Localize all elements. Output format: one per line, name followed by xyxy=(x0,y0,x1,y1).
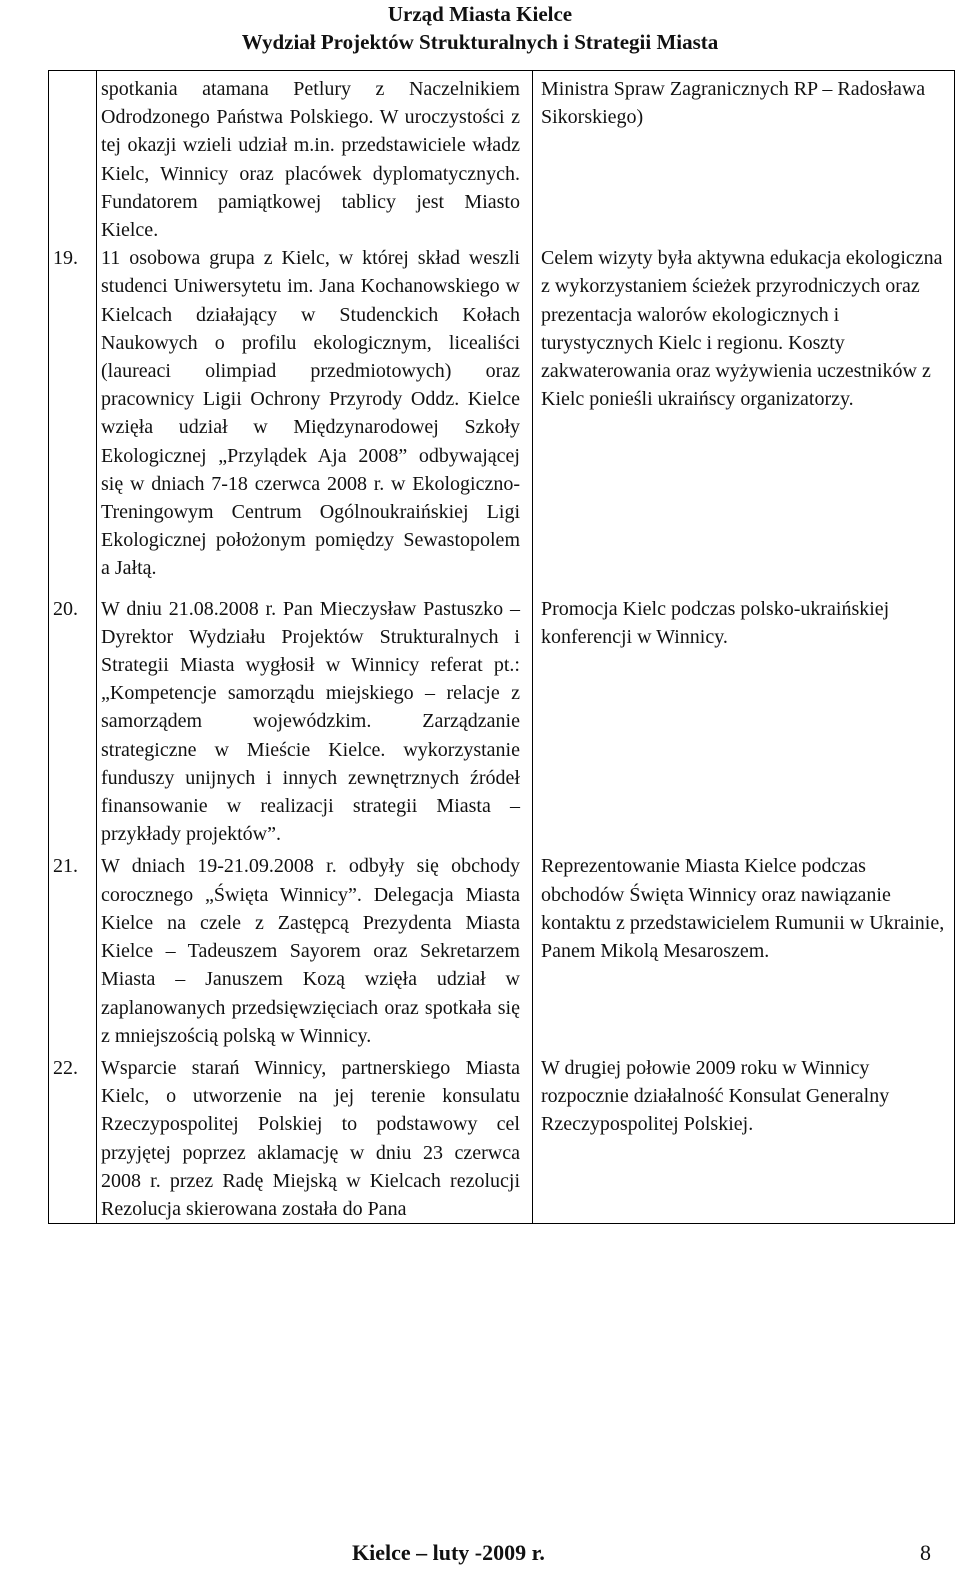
header-office: Urząd Miasta Kielce xyxy=(387,2,573,26)
row-description: W dniach 19-21.09.2008 r. odbyły się obchody corocznego „Święta Winnicy”. Delegacja Miasta Kielce na czele z Zastępcą Prezydenta Miasta Kielce – Tadeuszem Sayorem oraz Sekretarzem Miasta – Januszem Kozą wzięła udział w zaplanowanych przedsięwzięciach oraz spotkała się z mniejszością polską w Winnicy. xyxy=(97,848,533,1049)
row-number xyxy=(49,71,97,245)
row-number: 20. xyxy=(49,595,97,849)
table-row xyxy=(49,595,955,849)
row-result: Celem wizyty była aktywna edukacja ekologiczna z wykorzystaniem ścieżek przyrodniczych oraz prezentacja walorów ekologicznych i turystycznych Kielc i regionu. Koszty zakwaterowania oraz wyżywienia uczestników z Kielc ponieśli ukraińscy organizatorzy. xyxy=(533,244,955,582)
header-department: Wydział Projektów Strukturalnych i Strategii Miasta xyxy=(241,30,719,54)
row-spacer xyxy=(49,583,955,595)
row-number: 21. xyxy=(49,848,97,1049)
row-description: W dniu 21.08.2008 r. Pan Mieczysław Pastuszko – Dyrektor Wydziału Projektów Strukturalnych i Strategii Miasta wygłosił w Winnicy referat pt.: „Kompetencje samorządu miejskiego – relacje z samorządem wojewódzkim. Zarządzanie strategiczne w Mieście Kielce. wykorzystanie funduszy unijnych i innych zewnętrznych źródeł finansowanie w realizacji strategii Miasta – przykłady projektów”. xyxy=(97,595,533,849)
row-result: Reprezentowanie Miasta Kielce podczas obchodów Święta Winnicy oraz nawiązanie kontaktu z przedstawicielem Rumunii w Ukrainie, Panem Mikolą Mesaroszem. xyxy=(533,848,955,1049)
row-number: 19. xyxy=(49,244,97,582)
row-result: W drugiej połowie 2009 roku w Winnicy rozpocznie działalność Konsulat Generalny Rzeczypospolitej Polskiej. xyxy=(533,1050,955,1224)
row-result: Ministra Spraw Zagranicznych RP – Radosława Sikorskiego) xyxy=(533,71,955,245)
document-footer xyxy=(0,1540,960,1572)
table-row xyxy=(49,244,955,582)
row-description: 11 osobowa grupa z Kielc, w której skład weszli studenci Uniwersytetu im. Jana Kochanowskiego w Kielcach działający w Studenckich Kołach Naukowych o profilu ekologicznym, licealiści (laureaci olimpiad przedmiotowych) oraz pracownicy Ligii Ochrony Przyrody Oddz. Kielce wzięła udział w Międzynarodowej Szkoły Ekologicznej „Przylądek Aja 2008” odbywającej się w dniach 7-18 czerwca 2008 r. w Ekologiczno-Treningowym Centrum Ogólnoukraińskiej Ligi Ekologicznej położonym pomiędzy Sewastopolem a Jałtą. xyxy=(97,244,533,582)
footer-date: Kielce – luty -2009 r. xyxy=(352,1540,545,1565)
table-row xyxy=(49,848,955,1049)
row-description: Wsparcie starań Winnicy, partnerskiego Miasta Kielc, o utworzenie na jej terenie konsulatu Rzeczypospolitej Polskiej to podstawowy cel przyjętej poprzez aklamację w dniu 23 czerwca 2008 r. przez Radę Miejską w Kielcach rezolucji Rezolucja skierowana została do Pana xyxy=(97,1050,533,1224)
row-number: 22. xyxy=(49,1050,97,1224)
document-header xyxy=(0,0,960,56)
row-result: Promocja Kielc podczas polsko-ukraińskiej konferencji w Winnicy. xyxy=(533,595,955,849)
table-row xyxy=(49,1050,955,1224)
row-description: spotkania atamana Petlury z Naczelnikiem Odrodzonego Państwa Polskiego. W uroczystości z tej okazji wzieli udział m.in. przedstawiciele władz Kielc, Winnicy oraz placówek dyplomatycznych. Fundatorem pamiątkowej tablicy jest Miasto Kielce. xyxy=(97,71,533,245)
activity-table xyxy=(48,70,955,1224)
table-row xyxy=(49,71,955,245)
page-number: 8 xyxy=(920,1540,931,1565)
